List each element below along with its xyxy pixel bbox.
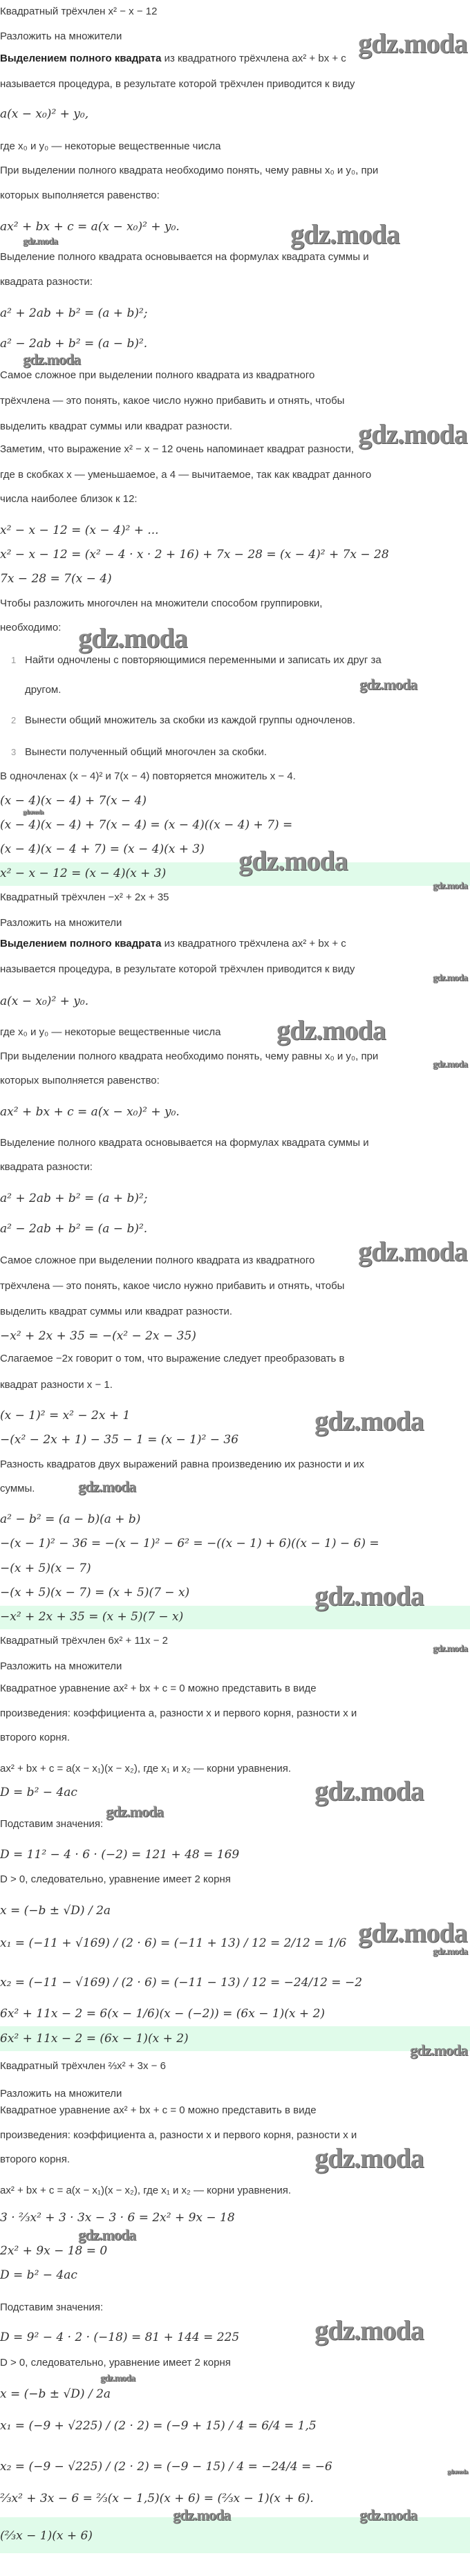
watermark-logo: gdz.moda <box>410 2041 468 2059</box>
line-text: x = (−b ± √D) / 2a <box>0 2387 111 2401</box>
watermark-logo: gdz.moda <box>358 1917 467 1948</box>
watermark-logo: gdz.moda <box>433 973 467 983</box>
line-text: D > 0, следовательно, уравнение имеет 2 корня <box>0 1873 231 1885</box>
list-item <box>25 654 382 667</box>
formula-line <box>0 994 88 1008</box>
text-line <box>0 443 354 456</box>
line-text: a(x − x₀)² + y₀, <box>0 107 89 121</box>
line-text: числа наиболее близок к 12: <box>0 493 138 505</box>
line-text: (x − 1)² = x² − 2x + 1 <box>0 1409 131 1423</box>
formula-line <box>0 1329 196 1343</box>
line-text: x₁ = (−11 + √169) / (2 · 6) = (−11 + 13) / 12 = 2/12 = 1/6 <box>0 1936 347 1950</box>
line-text: суммы. <box>0 1483 35 1494</box>
line-text: x² − x − 12 = (x − 4)(x + 3) <box>0 867 167 880</box>
watermark-logo: gdz.moda <box>433 1947 467 1957</box>
text-line <box>0 1305 232 1319</box>
line-text: трёхчлена — это понять, какое число нужно прибавить и отнять, чтобы <box>0 1280 345 1292</box>
text-line <box>0 394 344 408</box>
line-text: −(x + 5)(x − 7) <box>0 1562 91 1575</box>
text-line <box>0 1279 344 1293</box>
watermark-logo: gdz.moda <box>78 1478 136 1495</box>
text-line <box>0 2184 291 2198</box>
watermark-logo: gdz.moda <box>314 1775 424 1806</box>
text-line <box>0 621 61 635</box>
watermark-logo: gdz.moda <box>78 622 187 654</box>
line-text: D = b² − 4ac <box>0 2268 77 2282</box>
line-text: где x₀ и y₀ — некоторые вещественные числа <box>0 140 221 152</box>
line-text: Квадратный трёхчлен 6x² + 11x − 2 <box>0 1635 168 1647</box>
formula-line <box>0 1848 239 1862</box>
watermark-logo: gdz.moda <box>358 1236 467 1267</box>
text-line <box>0 2104 317 2118</box>
line-text: Разложить на множители <box>0 917 122 929</box>
line-text: произведения: коэффициента a, разности x и первого корня, разности x и <box>0 2129 357 2141</box>
line-text: Подставим значения: <box>0 1818 104 1830</box>
text-line <box>0 1050 378 1064</box>
list-item <box>25 745 267 759</box>
formula-line <box>0 572 112 586</box>
text-line <box>0 420 232 434</box>
line-text: Квадратный трёхчлен ⅔x² + 3x − 6 <box>0 2060 166 2072</box>
watermark-logo: gdz.moda <box>447 2468 468 2475</box>
formula-line <box>0 2211 235 2225</box>
line-text: D = 9² − 4 · 2 · (−18) = 81 + 144 = 225 <box>0 2331 240 2344</box>
line-text: Разложить на множители <box>0 30 122 42</box>
text-line <box>0 1074 160 1088</box>
text-line <box>0 189 160 203</box>
text-line <box>0 937 346 951</box>
formula-line <box>0 1786 77 1799</box>
formula-line <box>0 337 147 351</box>
formula-line <box>0 1105 180 1119</box>
line-text: x = (−b ± √D) / 2a <box>0 1904 111 1918</box>
line-text: ax² + bx + c = a(x − x₀)² + y₀. <box>0 220 180 234</box>
text-line <box>0 30 122 44</box>
watermark-logo: gdz.moda <box>433 881 467 891</box>
text-line <box>0 1026 220 1039</box>
formula-line <box>0 2268 77 2282</box>
formula-line <box>0 523 159 537</box>
formula-line <box>0 842 205 856</box>
line-text: которых выполняется равенство: <box>0 189 160 201</box>
formula-line <box>0 1512 140 1526</box>
line-text: 6x² + 11x − 2 = 6(x − 1/6)(x − (−2)) = (6x − 1)(x + 2) <box>0 2007 326 2021</box>
line-text: Заметим, что выражение x² − x − 12 очень напоминает квадрат разности, <box>0 443 355 455</box>
text-line <box>0 2129 357 2142</box>
formula-line <box>0 1562 91 1575</box>
line-text: Найти одночлены с повторяющимися переменными и записать их друг за <box>25 654 382 666</box>
formula-line <box>0 2331 239 2344</box>
formula-line <box>0 2244 107 2258</box>
formula-line <box>0 2387 111 2401</box>
watermark-logo: gdz.moda <box>23 808 44 815</box>
line-text: второго корня. <box>0 1732 70 1743</box>
list-number: 1 <box>11 655 17 665</box>
text-line <box>0 2087 122 2101</box>
watermark-logo: gdz.moda <box>314 1580 424 1611</box>
text-line <box>0 1160 93 1174</box>
line-text: выделить квадрат суммы или квадрат разности. <box>0 1306 233 1317</box>
line-text: (x − 4)(x − 4) + 7(x − 4) <box>0 794 147 808</box>
line-text: −(x² − 2x + 1) − 35 − 1 = (x − 1)² − 36 <box>0 1433 239 1447</box>
watermark-logo: gdz.moda <box>290 219 400 250</box>
line-text: a² + 2ab + b² = (a + b)²; <box>0 1192 148 1205</box>
line-text: второго корня. <box>0 2153 70 2165</box>
line-text: 2x² + 9x − 18 = 0 <box>0 2244 108 2258</box>
line-text: Слагаемое −2x говорит о том, что выражение следует преобразовать в <box>0 1353 345 1364</box>
formula-line <box>0 548 389 562</box>
list-item <box>25 714 355 728</box>
line-text: x₂ = (−11 − √169) / (2 · 6) = (−11 − 13) / 12 = −24/12 = −2 <box>0 1976 363 1990</box>
text-line <box>0 275 93 289</box>
watermark-logo: gdz.moda <box>359 2506 417 2523</box>
text-line <box>0 369 314 382</box>
formula-line <box>0 818 292 832</box>
line-text: Самое сложное при выделении полного квадрата из квадратного <box>0 1254 315 1266</box>
formula-line <box>0 220 180 234</box>
list-item <box>25 683 61 697</box>
watermark-logo: gdz.moda <box>314 2315 424 2346</box>
line-text: называется процедура, в результате которой трёхчлен приводится к виду <box>0 963 355 975</box>
line-text: Чтобы разложить многочлен на множители способом группировки, <box>0 597 323 609</box>
text-line <box>0 1707 357 1721</box>
line-text: При выделении полного квадрата необходимо понять, чему равны x₀ и y₀, при <box>0 165 379 176</box>
watermark-logo: gdz.moda <box>106 1803 164 1820</box>
line-text: a² − 2ab + b² = (a − b)². <box>0 337 148 351</box>
line-text: −(x − 1)² − 36 = −(x − 1)² − 6² = −((x − 1) + 6)((x − 1) − 6) = <box>0 1537 379 1550</box>
line-text: ax² + bx + c = a(x − x₁)(x − x₂), где x₁ и x₂ — корни уравнения. <box>0 1763 291 1775</box>
line-text: 6x² + 11x − 2 = (6x − 1)(x + 2) <box>0 2032 189 2046</box>
text-line <box>0 963 355 976</box>
formula-line <box>0 2419 317 2433</box>
line-text: −(x + 5)(x − 7) = (x + 5)(7 − x) <box>0 1586 190 1600</box>
formula-line <box>0 107 88 121</box>
line-text: ax² + bx + c = a(x − x₀)² + y₀. <box>0 1105 180 1119</box>
line-text: 7x − 28 = 7(x − 4) <box>0 572 112 586</box>
line-text: Разложить на множители <box>0 2088 122 2100</box>
line-text: a(x − x₀)² + y₀. <box>0 994 89 1008</box>
watermark-logo: gdz.moda <box>23 237 57 247</box>
formula-line <box>0 1537 379 1550</box>
line-text: Вынести полученный общий многочлен за скобки. <box>25 746 267 758</box>
formula-line <box>0 1904 111 1918</box>
term-bold: Выделением полного квадрата <box>0 938 162 949</box>
watermark-logo: gdz.moda <box>359 676 417 693</box>
formula-line <box>0 1192 148 1205</box>
line-text: трёхчлена — это понять, какое число нужно прибавить и отнять, чтобы <box>0 395 345 407</box>
line-text: При выделении полного квадрата необходимо понять, чему равны x₀ и y₀, при <box>0 1050 379 1062</box>
answer-line <box>0 867 166 880</box>
watermark-logo: gdz.moda <box>433 1644 467 1654</box>
text-line <box>0 1136 369 1150</box>
text-line <box>0 2301 103 2315</box>
text-line <box>0 1352 344 1366</box>
text-line <box>0 250 369 264</box>
line-text: (x − 4)(x − 4) + 7(x − 4) = (x − 4)((x − 4) + 7) = <box>0 818 293 832</box>
line-text: Квадратный трёхчлен −x² + 2x + 35 <box>0 891 169 903</box>
answer-line <box>0 1610 183 1624</box>
line-text: называется процедура, в результате которой трёхчлен приводится к виду <box>0 78 355 90</box>
line-text: необходимо: <box>0 622 62 633</box>
text-line <box>0 1254 314 1268</box>
line-text: x² − x − 12 = (x − 4)² + ... <box>0 523 159 537</box>
line-text: квадрат разности x − 1. <box>0 1379 113 1391</box>
watermark-logo: gdz.moda <box>23 351 81 368</box>
line-text: Разложить на множители <box>0 1660 122 1672</box>
line-text: 3 · ⅔x² + 3 · 3x − 3 · 6 = 2x² + 9x − 18 <box>0 2211 235 2225</box>
text-line <box>0 164 378 178</box>
text-line <box>0 2153 70 2167</box>
formula-line <box>0 2007 325 2021</box>
text-line <box>0 1482 35 1496</box>
line-text: D = 11² − 4 · 6 · (−2) = 121 + 48 = 169 <box>0 1848 240 1862</box>
text-line <box>0 891 169 905</box>
line-text: a² + 2ab + b² = (a + b)²; <box>0 306 148 320</box>
line-text: D = b² − 4ac <box>0 1786 77 1799</box>
text-line <box>0 1660 122 1674</box>
text-line <box>0 916 122 930</box>
answer-line <box>0 2032 189 2046</box>
line-text: Самое сложное при выделении полного квадрата из квадратного <box>0 369 315 381</box>
line-text: D > 0, следовательно, уравнение имеет 2 корня <box>0 2357 231 2369</box>
watermark-logo: gdz.moda <box>314 1405 424 1436</box>
text-line <box>0 1634 168 1648</box>
watermark-logo: gdz.moda <box>100 2373 135 2384</box>
line-text: выделить квадрат суммы или квадрат разности. <box>0 420 233 432</box>
term-bold: Выделением полного квадрата <box>0 53 162 64</box>
line-text: −x² + 2x + 35 = (x + 5)(7 − x) <box>0 1610 184 1624</box>
answer-line <box>0 2529 93 2543</box>
watermark-logo: gdz.moda <box>276 1014 386 1046</box>
formula-line <box>0 306 148 320</box>
line-text: где в скобках x — уменьшаемое, а 4 — вычитаемое, так как квадрат данного <box>0 469 372 481</box>
list-number: 2 <box>11 715 17 725</box>
formula-line <box>0 1433 238 1447</box>
line-text: Вынести общий множитель за скобки из каждой группы одночленов. <box>25 714 356 726</box>
text-line <box>0 140 220 154</box>
text-line <box>0 1762 291 1776</box>
watermark-logo: gdz.moda <box>358 28 467 59</box>
watermark-logo: gdz.moda <box>433 1059 467 1070</box>
text-line <box>0 1378 113 1392</box>
line-text: квадрата разности: <box>0 276 93 288</box>
line-text: ax² + bx + c = a(x − x₁)(x − x₂), где x₁ и x₂ — корни уравнения. <box>0 2185 291 2196</box>
watermark-logo: gdz.moda <box>78 2226 136 2243</box>
text-line <box>0 492 138 506</box>
formula-line <box>0 2460 332 2474</box>
line-text: x₁ = (−9 + √225) / (2 · 2) = (−9 + 15) / 4 = 6/4 = 1,5 <box>0 2419 317 2433</box>
line-text: Выделение полного квадрата основывается на формулах квадрата суммы и <box>0 251 369 263</box>
line-text: Квадратный трёхчлен x² − x − 12 <box>0 6 158 17</box>
text-line <box>0 2356 231 2370</box>
list-number: 3 <box>11 747 17 757</box>
line-text: ⅔x² + 3x − 6 = ⅔(x − 1,5)(x + 6) = (⅔x − 1)(x + 6). <box>0 2492 314 2505</box>
text-line <box>0 770 296 784</box>
text-line <box>0 1873 231 1887</box>
text-line <box>0 1731 70 1745</box>
text-line <box>0 2059 166 2073</box>
line-text: которых выполняется равенство: <box>0 1075 160 1086</box>
text-line <box>0 597 322 611</box>
line-text: из квадратного трёхчлена ax² + bx + c <box>161 53 346 64</box>
formula-line <box>0 794 147 808</box>
watermark-logo: gdz.moda <box>358 418 467 450</box>
line-text: Квадратное уравнение ax² + bx + c = 0 можно представить в виде <box>0 2104 317 2116</box>
line-text: a² − b² = (a − b)(a + b) <box>0 1512 141 1526</box>
text-line <box>0 52 346 66</box>
text-line <box>0 1682 317 1696</box>
text-line <box>0 5 157 19</box>
text-line <box>0 1817 103 1831</box>
line-text: Разность квадратов двух выражений равна произведению их разности и их <box>0 1458 365 1470</box>
line-text: из квадратного трёхчлена ax² + bx + c <box>161 938 346 949</box>
line-text: Выделение полного квадрата основывается на формулах квадрата суммы и <box>0 1137 369 1149</box>
formula-line <box>0 2492 314 2505</box>
line-text: Квадратное уравнение ax² + bx + c = 0 можно представить в виде <box>0 1683 317 1694</box>
line-text: Подставим значения: <box>0 2301 104 2313</box>
watermark-logo: gdz.moda <box>314 2142 424 2174</box>
text-line <box>0 77 355 91</box>
line-text: (⅔x − 1)(x + 6) <box>0 2529 93 2543</box>
formula-line <box>0 1222 147 1236</box>
text-line <box>0 468 371 482</box>
line-text: a² − 2ab + b² = (a − b)². <box>0 1222 148 1236</box>
line-text: произведения: коэффициента a, разности x и первого корня, разности x и <box>0 1707 357 1719</box>
line-text: другом. <box>25 684 62 696</box>
text-line <box>0 1458 364 1472</box>
line-text: x² − x − 12 = (x² − 4 · x · 2 + 16) + 7x − 28 = (x − 4)² + 7x − 28 <box>0 548 389 562</box>
line-text: (x − 4)(x − 4 + 7) = (x − 4)(x + 3) <box>0 842 205 856</box>
formula-line <box>0 1936 346 1950</box>
formula-line <box>0 1409 130 1423</box>
line-text: В одночленах (x − 4)² и 7(x − 4) повторяется множитель x − 4. <box>0 770 296 782</box>
watermark-logo: gdz.moda <box>238 845 348 876</box>
line-text: x₂ = (−9 − √225) / (2 · 2) = (−9 − 15) / 4 = −24/4 = −6 <box>0 2460 332 2474</box>
formula-line <box>0 1976 362 1990</box>
line-text: −x² + 2x + 35 = −(x² − 2x − 35) <box>0 1329 196 1343</box>
line-text: квадрата разности: <box>0 1161 93 1173</box>
watermark-logo: gdz.moda <box>173 2506 231 2523</box>
line-text: где x₀ и y₀ — некоторые вещественные числа <box>0 1026 221 1038</box>
formula-line <box>0 1586 189 1600</box>
